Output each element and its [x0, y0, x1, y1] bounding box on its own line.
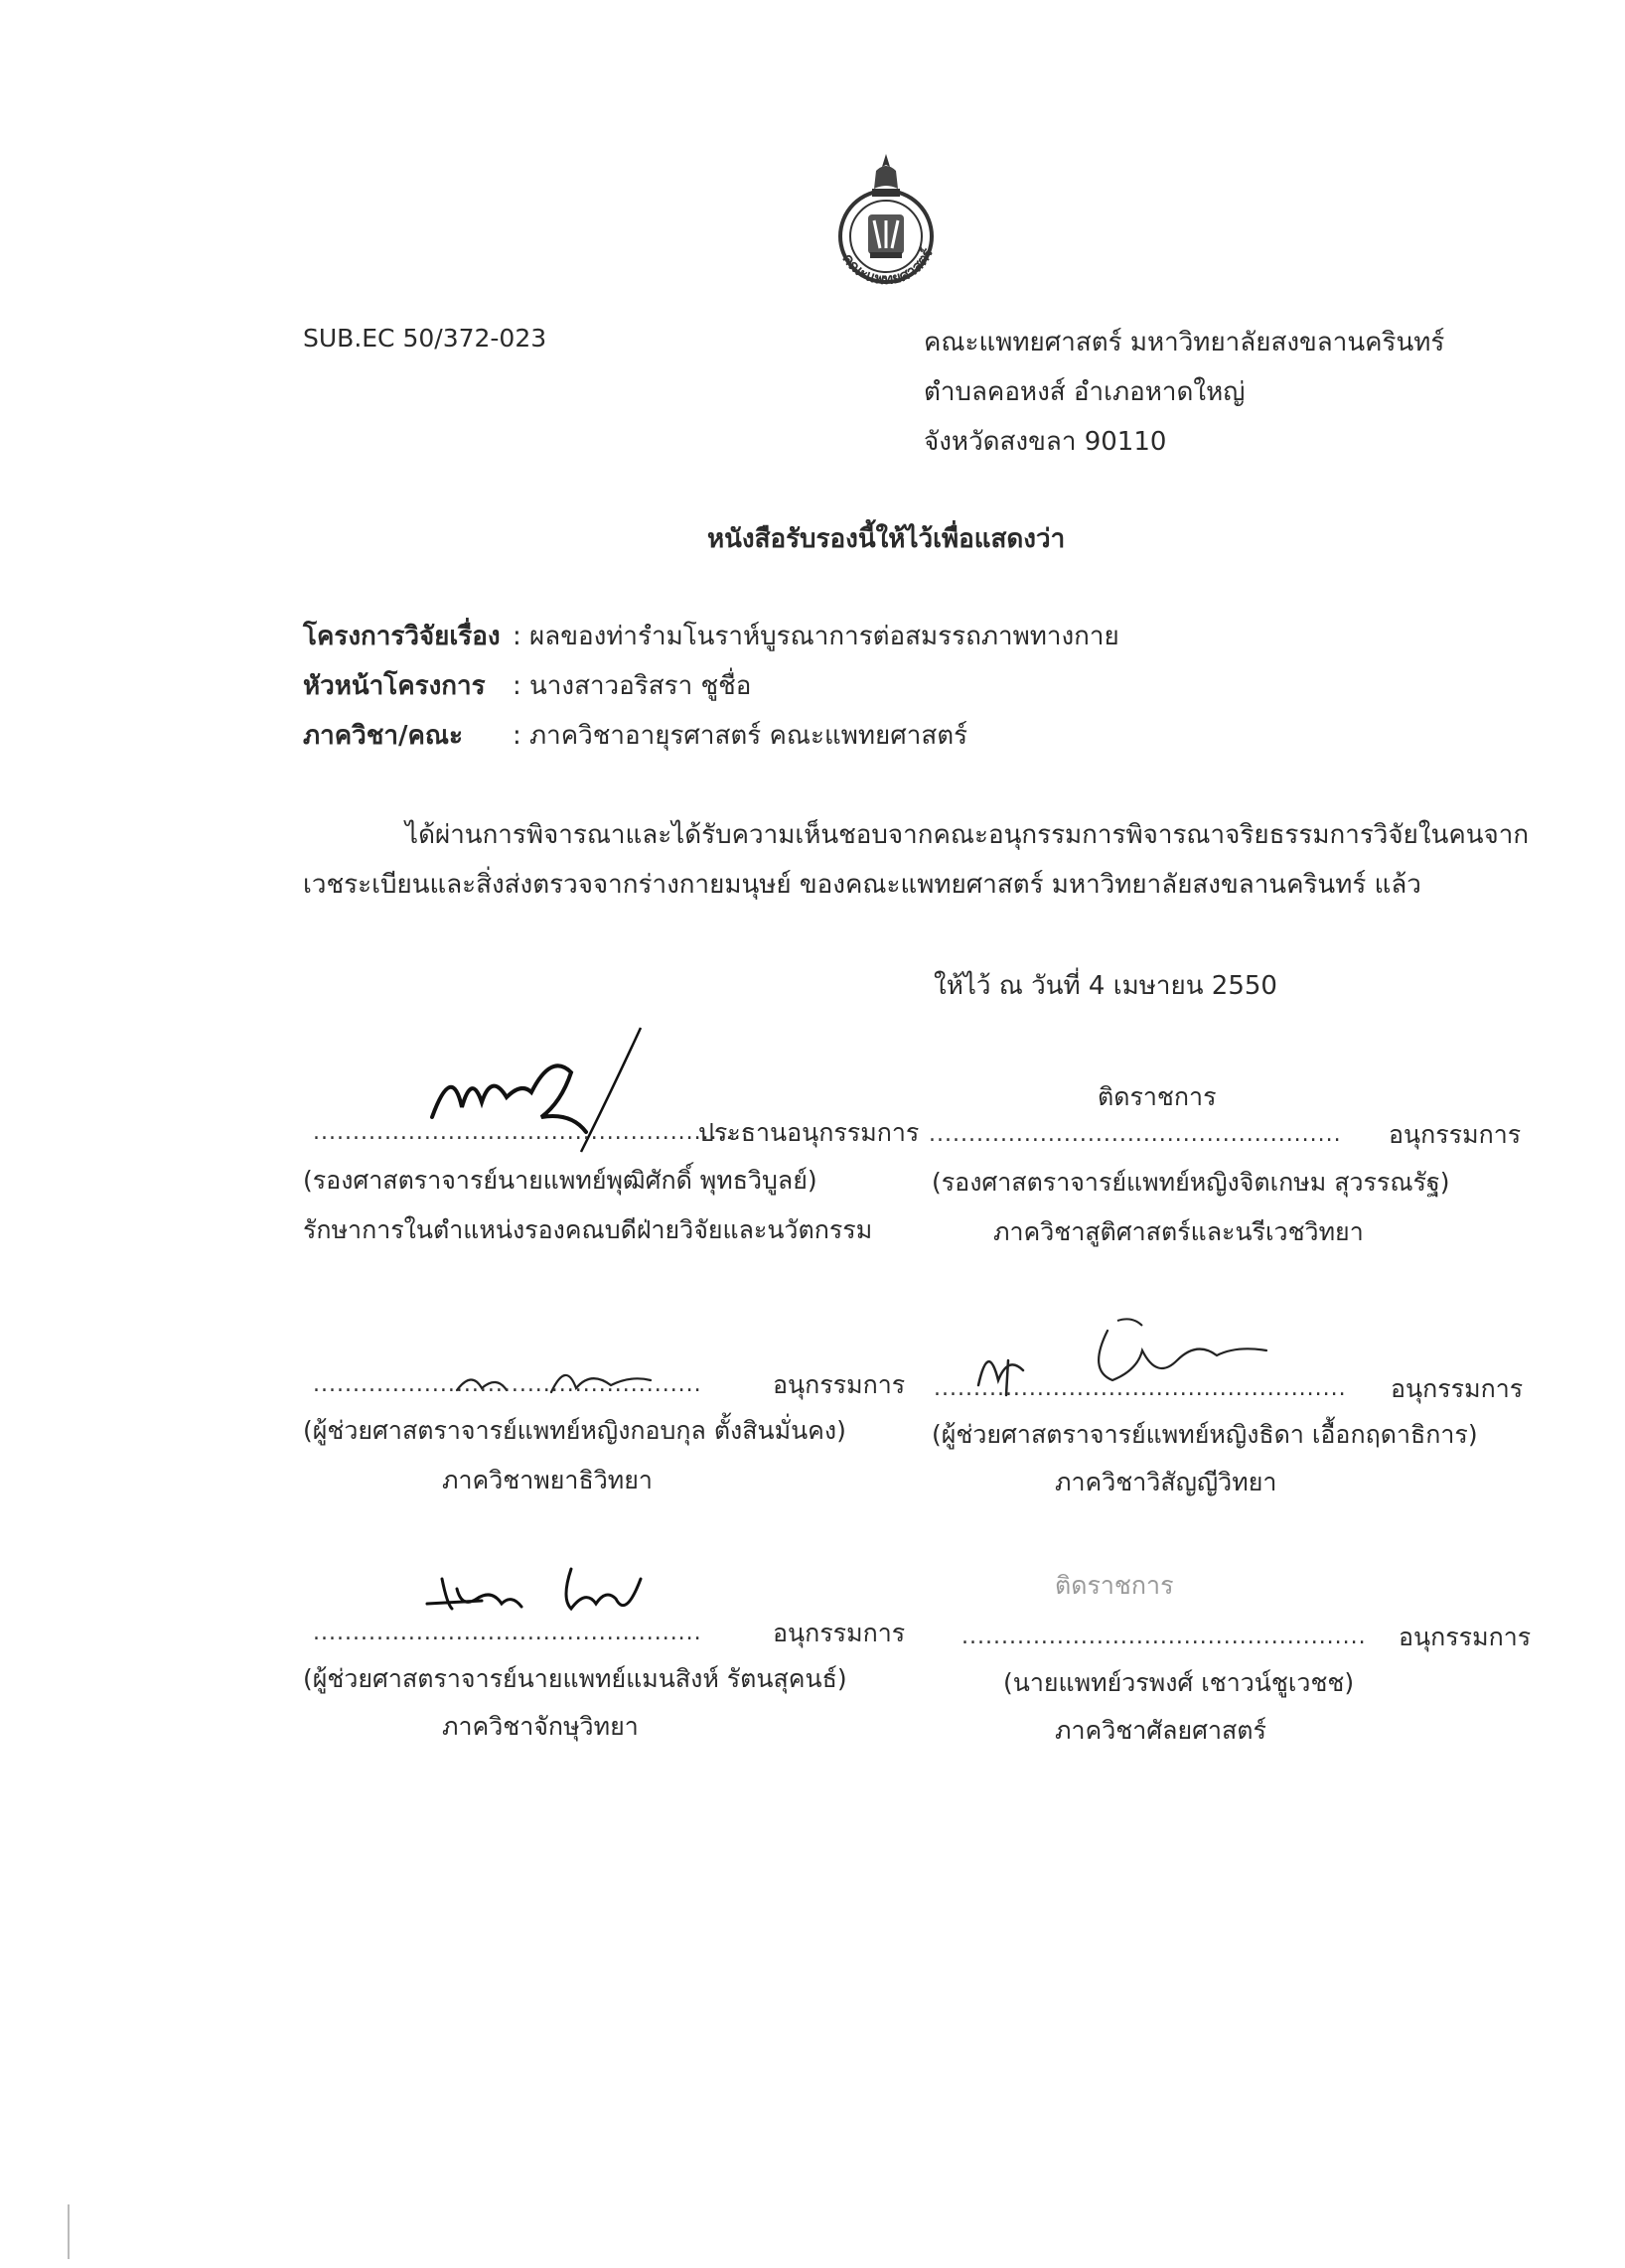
- member-4-name: (ผู้ช่วยศาสตราจารย์แพทย์หญิงธิดา เอื้อกฤดาธิการ): [932, 1420, 1478, 1449]
- project-dept-value: : ภาควิชาอายุรศาสตร์ คณะแพทยศาสตร์: [513, 721, 968, 751]
- member-2-note: ติดราชการ: [1098, 1082, 1217, 1111]
- member-4-position: ภาควิชาวิสัญญีวิทยา: [1055, 1468, 1277, 1496]
- member-6-role: อนุกรรมการ: [1399, 1623, 1532, 1651]
- project-dept-label: ภาควิชา/คณะ: [303, 721, 463, 751]
- member-2-dotted-line: ....................................................: [929, 1122, 1342, 1147]
- member-2-name: (รองศาสตราจารย์แพทย์หญิงจิตเกษม สุวรรณรัฐ): [932, 1168, 1450, 1197]
- address-line-2: ตำบลคอหงส์ อำเภอหาดใหญ่: [924, 377, 1246, 407]
- member-3-name: (ผู้ช่วยศาสตราจารย์แพทย์หญิงกอบกุล ตั้งสินมั่นคง): [303, 1416, 846, 1445]
- address-line-3: จังหวัดสงขลา 90110: [924, 427, 1167, 457]
- chairman-name: (รองศาสตราจารย์นายแพทย์พุฒิศักดิ์ พุทธวิบูลย์): [303, 1166, 817, 1195]
- member-6-dotted-line: ...................................................: [961, 1625, 1367, 1649]
- member-2-position: ภาควิชาสูติศาสตร์และนรีเวชวิทยา: [993, 1217, 1364, 1246]
- chairman-dotted-line: .......................................................: [313, 1120, 750, 1145]
- chairman-position: รักษาการในตำแหน่งรองคณบดีฝ่ายวิจัยและนวัตกรรม: [303, 1215, 873, 1244]
- member-6-position: ภาควิชาศัลยศาสตร์: [1055, 1716, 1266, 1745]
- seal-text: คณะแพทยศาสตร์: [838, 245, 937, 289]
- member-5-name: (ผู้ช่วยศาสตราจารย์นายแพทย์แมนสิงห์ รัตนสุคนธ์): [303, 1664, 847, 1693]
- member-3-role: อนุกรรมการ: [773, 1370, 906, 1399]
- member-3-position: ภาควิชาพยาธิวิทยา: [442, 1466, 653, 1494]
- member-2-role: อนุกรรมการ: [1389, 1120, 1522, 1149]
- body-line-2: เวชระเบียนและสิ่งส่งตรวจจากร่างกายมนุษย์ ของคณะแพทยศาสตร์ มหาวิทยาลัยสงขลานครินทร์ แล้ว: [303, 870, 1421, 900]
- member-4-dotted-line: ....................................................: [934, 1376, 1347, 1401]
- member-5-position: ภาควิชาจักษุวิทยา: [442, 1712, 639, 1741]
- project-topic-value: : ผลของท่ารำมโนราห์บูรณาการต่อสมรรถภาพทางกาย: [513, 622, 1119, 651]
- member-6-name: (นายแพทย์วรพงศ์ เชาวน์ชูเวชช): [1003, 1668, 1355, 1697]
- faculty-seal-logo: [816, 149, 956, 298]
- address-line-1: คณะแพทยศาสตร์ มหาวิทยาลัยสงขลานครินทร์: [924, 328, 1445, 357]
- member-6-note: ติดราชการ: [1055, 1571, 1174, 1600]
- chairman-role: ประธานอนุกรรมการ: [698, 1118, 920, 1147]
- member-4-role: อนุกรรมการ: [1391, 1374, 1524, 1403]
- issue-date: ให้ไว้ ณ วันที่ 4 เมษายน 2550: [934, 971, 1277, 1001]
- member-5-dotted-line: .................................................: [313, 1621, 702, 1645]
- member-5-signature: [422, 1559, 661, 1629]
- member-5-role: อนุกรรมการ: [773, 1619, 906, 1647]
- body-line-1: ได้ผ่านการพิจารณาและได้รับความเห็นชอบจากคณะอนุกรรมการพิจารณาจริยธรรมการวิจัยในคนจาก: [405, 820, 1530, 850]
- project-leader-value: : นางสาวอริสรา ชูชื่อ: [513, 671, 752, 701]
- scan-margin-mark: [68, 2204, 70, 2259]
- member-3-dotted-line: .................................................: [313, 1372, 702, 1397]
- project-leader-label: หัวหน้าโครงการ: [303, 671, 486, 701]
- reference-number: SUB.EC 50/372-023: [303, 324, 547, 353]
- project-topic-label: โครงการวิจัยเรื่อง: [303, 622, 501, 651]
- certificate-title: หนังสือรับรองนี้ให้ไว้เพื่อแสดงว่า: [707, 524, 1066, 554]
